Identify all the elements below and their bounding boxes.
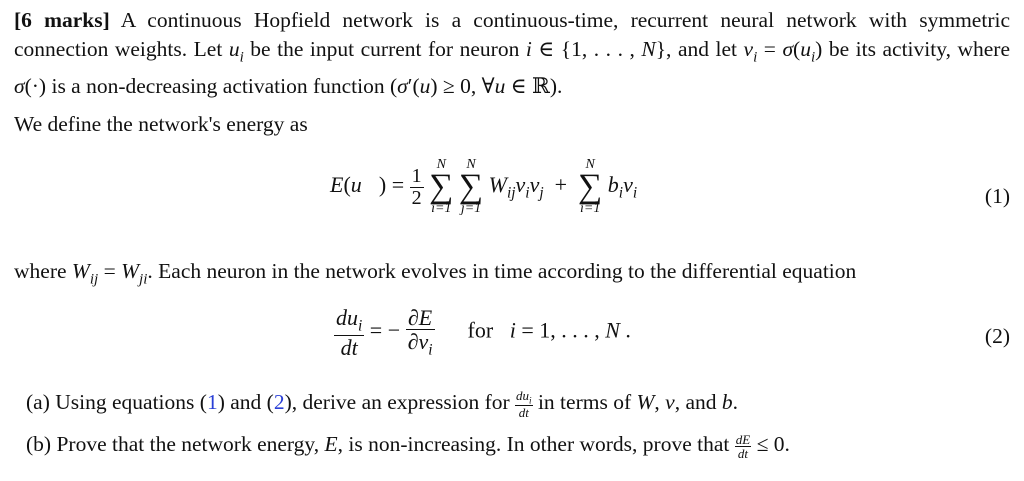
question-a: (a) Using equations (1) and (2), derive an expression for $\frac{du_i}{dt}$ in terms of W, v, and b. (26, 387, 738, 421)
problem-statement: [6 marks] A continuous Hopfield network is a continuous-time, recurrent neural network with symmetric connection weights. Let $u_i$ be the input current for neuron i ∈ {1, . . . , N}, and let $v_i = \sigma(u_i)$ be its activity, where σ(·) is a non-decreasing activation function (σ′(u) ≥ 0, ∀u ∈ ℝ). (14, 8, 1010, 99)
equation-2-label: (2) (984, 324, 1010, 348)
equation-energy: E(u⃗) = $\frac{1}{2}$ N ∑ i=1 N ∑ j=1 $W_{ij}v_iv_j$ + N ∑ i=1 $b_iv_i$ (330, 157, 638, 216)
equation-1-label: (1) (984, 184, 1010, 208)
equation-dynamics: $\frac{du_i}{dt}$ = − $\frac{\partial E}{\partial v_i}$ for i = 1, . . . , N . (336, 305, 631, 360)
where-text: where $W_{ij} = W_{ji}$. Each neuron in the network evolves in time according to the differential equation (14, 259, 857, 288)
energy-intro: We define the network's energy as (14, 112, 308, 136)
eq1-link[interactable]: 1 (206, 390, 218, 414)
question-b: (b) Prove that the network energy, E, is non-increasing. In other words, prove that $\frac{dE}{dt}$ ≤ 0. (26, 431, 790, 461)
eq2-link[interactable]: 2 (273, 390, 285, 414)
marks-label: [6 marks] (14, 8, 110, 32)
